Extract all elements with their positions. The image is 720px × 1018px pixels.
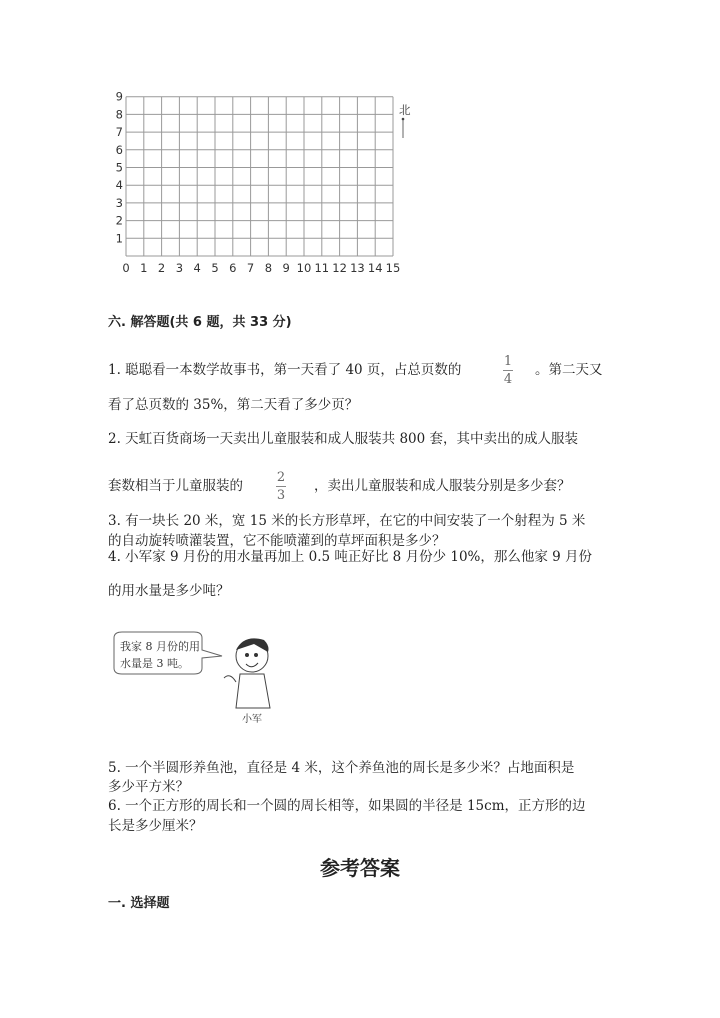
x-tick-label: 14 (367, 261, 383, 275)
x-tick-label: 11 (314, 261, 330, 275)
q3-line1: 3. 有一块长 20 米，宽 15 米的长方形草坪，在它的中间安装了一个射程为 5 米 (108, 513, 586, 529)
y-tick-label: 2 (115, 213, 123, 228)
y-tick-label: 6 (115, 142, 123, 157)
section-heading: 六. 解答题(共 6 题，共 33 分) (108, 315, 292, 330)
y-tick-label: 5 (115, 160, 123, 175)
answers-section-heading: 一. 选择题 (108, 896, 170, 911)
q2-fraction: 2 3 (276, 470, 286, 503)
bubble-text: 我家 8 月份的用 (120, 640, 200, 653)
x-tick-label: 0 (122, 261, 130, 275)
coordinate-grid (110, 88, 420, 278)
x-tick-label: 1 (140, 261, 148, 275)
x-tick-label: 2 (157, 261, 166, 275)
y-tick-label: 9 (115, 89, 123, 104)
y-tick-label: 8 (115, 107, 123, 122)
q5-line1: 5. 一个半圆形养鱼池，直径是 4 米，这个养鱼池的周长是多少米？占地面积是 (108, 760, 575, 776)
x-tick-label: 7 (246, 261, 255, 275)
q4-line2: 的用水量是多少吨？ (108, 583, 230, 599)
q2-line2-end: ，卖出儿童服装和成人服装分别是多少套？ (314, 478, 571, 494)
x-tick-label: 8 (264, 261, 273, 275)
x-tick-label: 15 (385, 261, 401, 275)
q5-line2: 多少平方米？ (108, 779, 189, 795)
q4-line1: 4. 小军家 9 月份的用水量再加上 0.5 吨正好比 8 月份少 10%，那么他家 9 月份 (108, 549, 593, 565)
q1-line2: 看了总页数的 35%，第二天看了多少页？ (108, 397, 359, 413)
answers-title: 参考答案 (320, 856, 400, 880)
bubble-text: 水量是 3 吨。 (120, 657, 189, 670)
q6-line2: 长是多少厘米？ (108, 818, 203, 834)
x-tick-label: 3 (175, 261, 184, 275)
x-tick-label: 4 (193, 261, 201, 275)
x-tick-label: 5 (211, 261, 219, 275)
q6-line1: 6. 一个正方形的周长和一个圆的周长相等，如果圆的半径是 15cm，正方形的边 (108, 798, 586, 814)
q1-fraction: 1 4 (503, 354, 513, 387)
north-label: 北 (399, 103, 411, 117)
x-tick-label: 10 (296, 261, 312, 275)
x-tick-label: 6 (229, 261, 237, 275)
q1-line1-end: 。第二天又 (535, 362, 603, 378)
x-tick-label: 12 (332, 261, 347, 275)
q2-line2: 套数相当于儿童服装的 (108, 478, 243, 494)
y-tick-label: 3 (115, 195, 123, 210)
boy-name-label: 小军 (242, 714, 262, 725)
q2-line1: 2. 天虹百货商场一天卖出儿童服装和成人服装共 800 套，其中卖出的成人服装 (108, 431, 579, 447)
q1-line1: 1. 聪聪看一本数学故事书，第一天看了 40 页，占总页数的 (108, 362, 462, 378)
x-tick-label: 13 (350, 261, 365, 275)
y-tick-label: 7 (115, 125, 123, 140)
q3-line2: 的自动旋转喷灌装置，它不能喷灌到的草坪面积是多少？ (108, 533, 446, 549)
y-tick-label: 1 (115, 231, 123, 246)
x-tick-label: 9 (282, 261, 290, 275)
y-tick-label: 4 (115, 178, 123, 193)
boy-illustration (104, 628, 284, 728)
